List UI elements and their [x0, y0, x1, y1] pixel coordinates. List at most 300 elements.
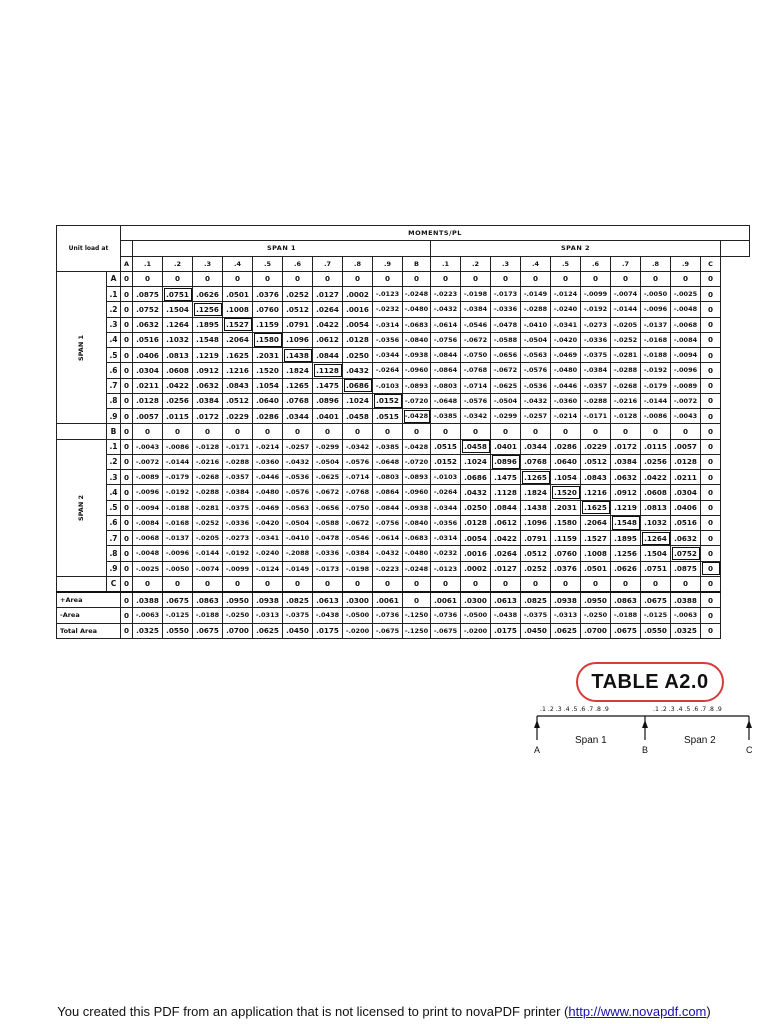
- table-cell: -.0171: [223, 439, 253, 454]
- table-cell: 0: [223, 576, 253, 592]
- table-cell: .0432: [343, 363, 373, 378]
- table-cell: -.0420: [253, 515, 283, 530]
- table-cell: -.0344: [373, 348, 403, 363]
- table-cell: 0: [193, 271, 223, 286]
- table-cell: -.0672: [313, 485, 343, 500]
- table-cell: -.0384: [581, 363, 611, 378]
- table-cell: 0: [133, 271, 163, 286]
- table-cell: -.0546: [343, 531, 373, 546]
- table-cell: 0: [283, 271, 313, 286]
- column-header: .3: [491, 256, 521, 271]
- table-cell: -.0960: [403, 363, 431, 378]
- table-cell: -.0257: [283, 439, 313, 454]
- table-cell: .1216: [223, 363, 253, 378]
- table-cell: -.0084: [671, 332, 701, 347]
- table-cell: .0612: [313, 332, 343, 347]
- area-cell: -.0200: [343, 623, 373, 638]
- table-cell: 0: [641, 271, 671, 286]
- table-cell: .0376: [253, 287, 283, 302]
- table-cell: -.0432: [283, 454, 313, 469]
- row-label: .9: [107, 561, 121, 576]
- table-cell: 0: [701, 454, 721, 469]
- table-cell: -.0756: [373, 515, 403, 530]
- table-cell: .0843: [223, 378, 253, 393]
- moments-table: [56, 225, 750, 639]
- table-cell: -.0103: [373, 378, 403, 393]
- table-cell: -.0478: [313, 531, 343, 546]
- header-spacer-left: [121, 241, 133, 256]
- support-a-arrowhead: [534, 720, 540, 728]
- table-cell: -.0648: [431, 393, 461, 408]
- table-cell: 0: [343, 576, 373, 592]
- table-cell: .0264: [313, 302, 343, 317]
- table-cell: -.0342: [343, 439, 373, 454]
- column-header: .6: [283, 256, 313, 271]
- table-cell: .0752: [133, 302, 163, 317]
- column-header: B: [403, 256, 431, 271]
- table-cell: -.0124: [551, 287, 581, 302]
- table-cell: -.0288: [223, 454, 253, 469]
- area-cell: .0300: [343, 592, 373, 608]
- table-cell: .0752: [671, 546, 701, 561]
- table-cell: -.0384: [223, 485, 253, 500]
- table-cell: 0: [641, 576, 671, 592]
- table-cell: -.0074: [193, 561, 223, 576]
- row-label: C: [107, 576, 121, 592]
- table-cell: -.0504: [521, 332, 551, 347]
- table-cell: -.0844: [373, 500, 403, 515]
- area-cell: -.0438: [491, 608, 521, 623]
- side-label-blank: [57, 424, 107, 439]
- row-label: .1: [107, 439, 121, 454]
- table-cell: 0: [121, 378, 133, 393]
- header-row-spans: [57, 241, 750, 256]
- table-cell: -.0128: [193, 439, 223, 454]
- table-cell: -.0625: [313, 470, 343, 485]
- area-cell: .0825: [521, 592, 551, 608]
- row-label: .5: [107, 500, 121, 515]
- table-cell: -.0144: [163, 454, 193, 469]
- area-cell: -.0375: [283, 608, 313, 623]
- table-cell: .0608: [163, 363, 193, 378]
- row-label: .7: [107, 378, 121, 393]
- row-label: .7: [107, 531, 121, 546]
- table-cell: .1625: [581, 500, 611, 515]
- column-header: .4: [223, 256, 253, 271]
- column-header: .8: [641, 256, 671, 271]
- table-cell: 0: [491, 424, 521, 439]
- area-cell: .0625: [551, 623, 581, 638]
- table-cell: .0640: [253, 393, 283, 408]
- table-cell: .0304: [671, 485, 701, 500]
- table-cell: 0: [193, 576, 223, 592]
- table-cell: .2064: [223, 332, 253, 347]
- table-cell: -.0123: [373, 287, 403, 302]
- table-row: [57, 348, 750, 363]
- area-cell: .0675: [611, 623, 641, 638]
- table-cell: 0: [403, 576, 431, 592]
- table-cell: -.0504: [313, 454, 343, 469]
- row-label: A: [107, 271, 121, 286]
- table-cell: .0512: [283, 302, 313, 317]
- table-cell: -.0248: [403, 561, 431, 576]
- table-cell: .1504: [641, 546, 671, 561]
- table-cell: .0813: [641, 500, 671, 515]
- table-cell: .1265: [283, 378, 313, 393]
- span1-header: SPAN 1: [133, 241, 431, 256]
- area-cell: -.0438: [313, 608, 343, 623]
- table-cell: -.0068: [671, 317, 701, 332]
- table-cell: -.0216: [611, 393, 641, 408]
- table-cell: .0054: [343, 317, 373, 332]
- table-cell: .1504: [163, 302, 193, 317]
- row-label: .2: [107, 302, 121, 317]
- span1-side-text: SPAN 1: [77, 334, 86, 361]
- table-cell: .0422: [491, 531, 521, 546]
- area-cell: .0700: [581, 623, 611, 638]
- table-cell: 0: [121, 332, 133, 347]
- table-cell: 0: [551, 424, 581, 439]
- row-label: .1: [107, 287, 121, 302]
- table-cell: .0626: [193, 287, 223, 302]
- table-cell: 0: [343, 271, 373, 286]
- table-cell: -.0188: [641, 348, 671, 363]
- table-row: [57, 546, 750, 561]
- table-cell: -.0432: [431, 302, 461, 317]
- table-cell: 0: [551, 271, 581, 286]
- table-cell: -.0048: [133, 546, 163, 561]
- table-cell: -.0168: [163, 515, 193, 530]
- area-cell: -.0125: [163, 608, 193, 623]
- table-cell: 0: [581, 271, 611, 286]
- area-cell: .0675: [641, 592, 671, 608]
- table-cell: 0: [253, 271, 283, 286]
- table-cell: -.0068: [133, 531, 163, 546]
- table-cell: 0: [121, 287, 133, 302]
- table-cell: -.0072: [671, 393, 701, 408]
- table-cell: .1256: [611, 546, 641, 561]
- table-cell: -.0420: [551, 332, 581, 347]
- table-cell: -.0375: [581, 348, 611, 363]
- table-cell: -.0144: [193, 546, 223, 561]
- table-cell: 0: [461, 576, 491, 592]
- table-cell: -.0086: [641, 409, 671, 424]
- table-cell: .0632: [611, 470, 641, 485]
- table-cell: .0844: [313, 348, 343, 363]
- table-row: [57, 287, 750, 302]
- table-cell: 0: [671, 576, 701, 592]
- table-cell: -.0192: [641, 363, 671, 378]
- table-cell: 0: [121, 424, 133, 439]
- table-cell: -.0198: [461, 287, 491, 302]
- table-cell: .1580: [253, 332, 283, 347]
- table-cell: 0: [431, 576, 461, 592]
- area-cell: .0450: [521, 623, 551, 638]
- table-cell: .0632: [133, 317, 163, 332]
- table-cell: 0: [121, 546, 133, 561]
- table-cell: .1895: [193, 317, 223, 332]
- table-cell: .0250: [343, 348, 373, 363]
- table-cell: -.0232: [373, 302, 403, 317]
- area-cell: -.0063: [133, 608, 163, 623]
- table-cell: .0512: [223, 393, 253, 408]
- row-label: .6: [107, 363, 121, 378]
- table-cell: .0401: [491, 439, 521, 454]
- table-cell: -.0357: [223, 470, 253, 485]
- table-cell: 0: [551, 576, 581, 592]
- column-header: .9: [671, 256, 701, 271]
- table-cell: 0: [343, 424, 373, 439]
- table-cell: .0172: [193, 409, 223, 424]
- table-cell: .0211: [671, 470, 701, 485]
- table-cell: -.0288: [521, 302, 551, 317]
- table-cell: 0: [611, 424, 641, 439]
- area-label: +Area: [57, 592, 121, 608]
- table-cell: 0: [121, 271, 133, 286]
- table-cell: 0: [521, 271, 551, 286]
- table-cell: -.0672: [343, 515, 373, 530]
- table-row: [57, 317, 750, 332]
- table-cell: -.0099: [223, 561, 253, 576]
- table-cell: -.0576: [461, 393, 491, 408]
- column-header: .4: [521, 256, 551, 271]
- table-cell: -.0576: [521, 363, 551, 378]
- table-cell: -.0344: [431, 500, 461, 515]
- table-cell: .0501: [581, 561, 611, 576]
- area-cell: .0938: [253, 592, 283, 608]
- table-cell: -.2088: [283, 546, 313, 561]
- table-cell: 0: [461, 424, 491, 439]
- table-cell: .0896: [313, 393, 343, 408]
- area-cell: -.0736: [431, 608, 461, 623]
- row-label: .4: [107, 332, 121, 347]
- table-cell: .1438: [521, 500, 551, 515]
- table-cell: -.0094: [133, 500, 163, 515]
- table-cell: -.0410: [521, 317, 551, 332]
- table-cell: .0016: [461, 546, 491, 561]
- table-cell: -.0357: [581, 378, 611, 393]
- table-cell: -.0050: [163, 561, 193, 576]
- table-cell: -.0268: [193, 470, 223, 485]
- table-cell: -.0089: [133, 470, 163, 485]
- table-cell: 0: [701, 348, 721, 363]
- table-cell: -.0356: [431, 515, 461, 530]
- table-cell: 0: [701, 439, 721, 454]
- table-cell: -.0893: [403, 470, 431, 485]
- table-cell: -.0096: [671, 363, 701, 378]
- table-cell: 0: [491, 271, 521, 286]
- table-cell: -.0656: [313, 500, 343, 515]
- table-cell: .0632: [671, 531, 701, 546]
- table-cell: .1438: [283, 348, 313, 363]
- row-label: .4: [107, 485, 121, 500]
- span2-header: SPAN 2: [431, 241, 721, 256]
- table-cell: -.0385: [431, 409, 461, 424]
- table-cell: -.0089: [671, 378, 701, 393]
- table-cell: 0: [283, 424, 313, 439]
- table-cell: 0: [403, 271, 431, 286]
- table-row: [57, 485, 750, 500]
- table-cell: .0912: [611, 485, 641, 500]
- table-cell: -.0257: [521, 409, 551, 424]
- table-cell: 0: [283, 576, 313, 592]
- table-cell: 0: [163, 424, 193, 439]
- table-cell: .0686: [461, 470, 491, 485]
- table-cell: .0128: [133, 393, 163, 408]
- table-cell: -.0446: [551, 378, 581, 393]
- table-cell: 0: [121, 393, 133, 408]
- table-cell: 0: [701, 378, 721, 393]
- row-label: .3: [107, 470, 121, 485]
- table-cell: -.0216: [193, 454, 223, 469]
- table-cell: -.0336: [223, 515, 253, 530]
- table-cell: .0256: [641, 454, 671, 469]
- table-cell: -.0288: [611, 363, 641, 378]
- table-cell: .1256: [193, 302, 223, 317]
- table-cell: .0768: [283, 393, 313, 408]
- table-cell: .0844: [491, 500, 521, 515]
- table-cell: 0: [121, 561, 133, 576]
- table-cell: -.0192: [163, 485, 193, 500]
- table-cell: -.0232: [431, 546, 461, 561]
- table-cell: .0127: [491, 561, 521, 576]
- table-cell: 0: [121, 439, 133, 454]
- support-c-label: C: [746, 745, 753, 755]
- table-cell: -.0336: [491, 302, 521, 317]
- table-cell: -.0960: [403, 485, 431, 500]
- table-cell: -.0576: [343, 454, 373, 469]
- table-cell: 0: [193, 424, 223, 439]
- table-cell: -.0384: [461, 302, 491, 317]
- table-cell: .1032: [641, 515, 671, 530]
- table-cell: .0128: [343, 332, 373, 347]
- span1-ticks: .1 .2 .3 .4 .5 .6 .7 .8 .9: [540, 706, 609, 713]
- table-row: [57, 439, 750, 454]
- table-cell: .0057: [133, 409, 163, 424]
- table-cell: .0002: [343, 287, 373, 302]
- table-cell: -.0588: [491, 332, 521, 347]
- table-cell: .0760: [551, 546, 581, 561]
- column-header: .5: [551, 256, 581, 271]
- table-cell: .0768: [521, 454, 551, 469]
- table-cell: .0632: [193, 378, 223, 393]
- table-cell: -.0288: [581, 393, 611, 408]
- area-cell: -.0188: [193, 608, 223, 623]
- span2-side-label: [57, 439, 107, 576]
- table-cell: -.0336: [581, 332, 611, 347]
- novapdf-link[interactable]: http://www.novapdf.com: [568, 1004, 707, 1019]
- area-cell: -.0500: [343, 608, 373, 623]
- table-cell: -.0480: [551, 363, 581, 378]
- table-cell: 0: [121, 485, 133, 500]
- table-cell: 0: [521, 424, 551, 439]
- table-cell: .1548: [611, 515, 641, 530]
- table-cell: .0264: [491, 546, 521, 561]
- table-cell: -.0137: [163, 531, 193, 546]
- support-a-label: A: [534, 745, 541, 755]
- table-cell: -.0375: [223, 500, 253, 515]
- table-cell: .0760: [253, 302, 283, 317]
- table-cell: .0128: [671, 454, 701, 469]
- table-cell: -.0614: [431, 317, 461, 332]
- table-cell: -.0683: [403, 531, 431, 546]
- table-cell: -.0188: [163, 500, 193, 515]
- area-row: [57, 623, 750, 638]
- table-row: [57, 271, 750, 286]
- table-cell: 0: [313, 576, 343, 592]
- table-cell: 0: [121, 515, 133, 530]
- support-b-arrowhead: [642, 720, 648, 728]
- area-cell: 0: [701, 623, 721, 638]
- table-cell: .0751: [163, 287, 193, 302]
- table-row: [57, 393, 750, 408]
- table-cell: .0626: [611, 561, 641, 576]
- table-cell: .0640: [551, 454, 581, 469]
- area-cell: .0625: [253, 623, 283, 638]
- area-label: -Area: [57, 608, 121, 623]
- table-cell: -.0149: [521, 287, 551, 302]
- table-cell: .0401: [313, 409, 343, 424]
- table-cell: -.0768: [343, 485, 373, 500]
- table-cell: -.0094: [671, 348, 701, 363]
- footer-prefix: You created this PDF from an application that is not licensed to print to novaPDF printer (: [57, 1004, 569, 1019]
- table-cell: -.0144: [611, 302, 641, 317]
- table-cell: -.0803: [373, 470, 403, 485]
- table-cell: 0: [641, 424, 671, 439]
- table-cell: 0: [701, 531, 721, 546]
- area-cell: -.0200: [461, 623, 491, 638]
- area-cell: .0325: [133, 623, 163, 638]
- table-cell: 0: [313, 424, 343, 439]
- table-cell: .0286: [253, 409, 283, 424]
- area-cell: -.1250: [403, 623, 431, 638]
- table-cell: 0: [121, 454, 133, 469]
- table-cell: -.0273: [223, 531, 253, 546]
- table-cell: .1475: [313, 378, 343, 393]
- table-cell: .0686: [343, 378, 373, 393]
- table-cell: -.0893: [403, 378, 431, 393]
- table-cell: .1580: [551, 515, 581, 530]
- footer-suffix: ): [706, 1004, 711, 1019]
- table-cell: 0: [223, 424, 253, 439]
- table-cell: -.0099: [581, 287, 611, 302]
- area-cell: -.0250: [223, 608, 253, 623]
- table-cell: .0515: [431, 439, 461, 454]
- table-cell: -.0299: [313, 439, 343, 454]
- span1-side-label: [57, 271, 107, 424]
- table-cell: .1219: [193, 348, 223, 363]
- area-cell: .0550: [163, 623, 193, 638]
- table-cell: .1527: [223, 317, 253, 332]
- table-cell: -.0428: [403, 439, 431, 454]
- area-cell: .0950: [223, 592, 253, 608]
- span2-side-text: SPAN 2: [77, 494, 86, 521]
- table-cell: -.0672: [461, 332, 491, 347]
- header-row-columns: [57, 256, 750, 271]
- table-cell: -.0084: [133, 515, 163, 530]
- span2-ticks: .1 .2 .3 .4 .5 .6 .7 .8 .9: [653, 706, 722, 713]
- table-cell: .0608: [641, 485, 671, 500]
- table-cell: .0229: [223, 409, 253, 424]
- table-cell: 0: [121, 531, 133, 546]
- table-cell: -.0714: [343, 470, 373, 485]
- column-header: .3: [193, 256, 223, 271]
- table-cell: .0515: [373, 409, 403, 424]
- table-cell: .0172: [611, 439, 641, 454]
- table-cell: 0: [701, 515, 721, 530]
- table-cell: .0057: [671, 439, 701, 454]
- table-cell: .1128: [491, 485, 521, 500]
